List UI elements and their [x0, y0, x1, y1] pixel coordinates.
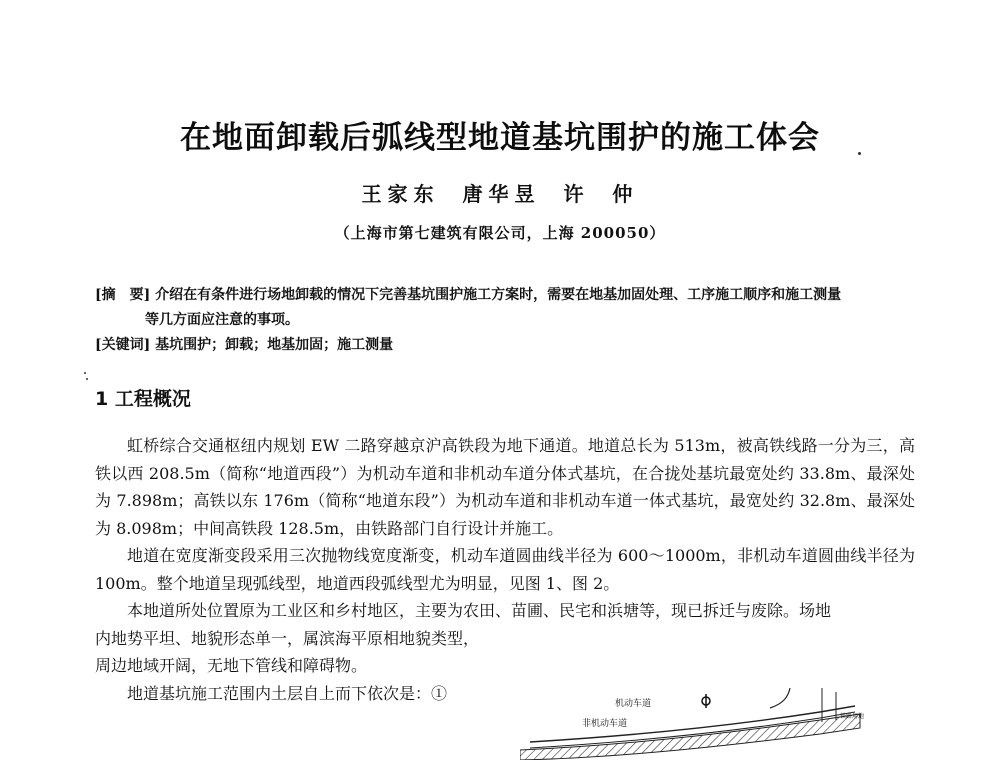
abstract-line-2: 等几方面应注意的事项。 [145, 312, 299, 328]
figure-hatched-band [520, 714, 860, 760]
paper-affiliation: （上海市第七建筑有限公司，上海 200050） [334, 224, 666, 242]
scan-speck [84, 372, 86, 374]
figure-label-nonmotor: 非机动车道 [582, 719, 628, 729]
figure-curve-line [770, 688, 790, 708]
paper-title: 在地面卸载后弧线型地道基坑围护的施工体会 [180, 120, 820, 156]
paragraph-2: 地道在宽度渐变段采用三次抛物线宽度渐变，机动车道圆曲线半径为 600～1000m，非机动车道圆曲线半径为 100m。整个地道呈现弧线型，地道西段弧线型尤为明显，见图 1、图 2。 [95, 546, 915, 593]
abstract-label: [摘 要] [95, 287, 151, 303]
paragraph-1: 虹桥综合交通枢纽内规划 EW 二路穿越京沪高铁段为地下通道。地道总长为 513m，被高铁线路一分为三，高铁以西 208.5m（简称“地道西段”）为机动车道和非机动车道分体式基坑，在合拢处基坑最宽处约 33.8m、最深处为 7.898m；高铁以东 176m（简称“地道东段”）为机动车道和非机动车道一体式基坑，最宽处约 32.8m、最深处为 8.098m；中间高铁段 128.5m，由铁路部门自行设计并施工。 [95, 436, 915, 538]
section-heading: 1 工程概况 [95, 388, 191, 410]
scan-speck [858, 152, 861, 155]
scan-speck [86, 378, 88, 380]
figure-road-plan [520, 688, 880, 760]
keywords-text: 基坑围护；卸载；地基加固；施工测量 [155, 337, 394, 353]
keywords-line [95, 333, 925, 358]
paragraph-3-line-3: 周边地域开阔，无地下管线和障碍物。 [95, 656, 368, 675]
abstract-line-1 [95, 283, 925, 308]
figure-label-rail: 铁路用地 [840, 713, 865, 720]
paragraph-4: 地道基坑施工范围内土层自上而下依次是：① [127, 683, 448, 703]
body-text [95, 432, 915, 707]
figure-label-motor: 机动车道 [615, 699, 652, 709]
abstract-block [95, 283, 925, 358]
paper-authors: 王家东 唐华昱 许 仲 [361, 182, 639, 206]
paragraph-3-line-1: 本地道所处位置原为工业区和乡村地区，主要为农田、苗圃、民宅和浜塘等，现已拆迁与废除。场地 [127, 601, 832, 620]
abstract-text-1: 介绍在有条件进行场地卸载的情况下完善基坑围护施工方案时，需要在地基加固处理、工序施工顺序和施工测量 [155, 287, 842, 303]
keywords-label: [关键词] [95, 337, 151, 353]
paragraph-3-line-2: 内地势平坦、地貌形态单一，属滨海平原相地貌类型， [95, 628, 480, 648]
